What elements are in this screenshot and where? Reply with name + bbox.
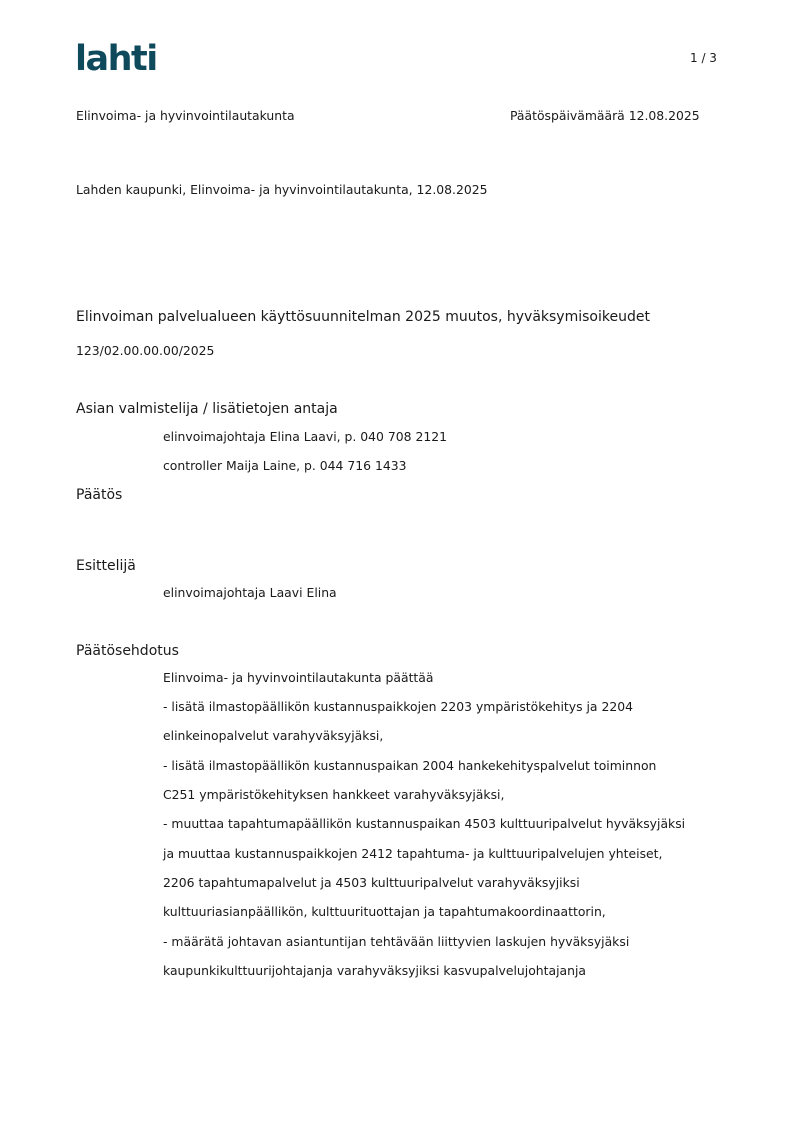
decision-date: Päätöspäivämäärä 12.08.2025 (510, 108, 700, 123)
proposal-line: - lisätä ilmastopäällikön kustannuspaikan 2004 hankekehityspalvelut toiminnon (163, 758, 657, 773)
proposal-line: Elinvoima- ja hyvinvointilautakunta päättää (163, 670, 434, 685)
proposal-line: kaupunkikulttuurijohtajanja varahyväksyjiksi kasvupalvelujohtajanja (163, 963, 587, 978)
proposal-line: - määrätä johtavan asiantuntijan tehtävään liittyvien laskujen hyväksyjäksi (163, 934, 630, 949)
proposal-line: C251 ympäristökehityksen hankkeet varahyväksyjäksi, (163, 787, 505, 802)
case-number: 123/02.00.00.00/2025 (76, 343, 215, 358)
proposal-line: 2206 tapahtumapalvelut ja 4503 kulttuuripalvelut varahyväksyjiksi (163, 875, 580, 890)
presenter-heading: Esittelijä (76, 558, 136, 574)
proposal-line: ja muuttaa kustannuspaikkojen 2412 tapahtuma- ja kulttuuripalvelujen yhteiset, (163, 846, 663, 861)
meeting-line: Lahden kaupunki, Elinvoima- ja hyvinvointilautakunta, 12.08.2025 (76, 182, 488, 197)
decision-heading: Päätös (76, 487, 123, 503)
preparer-line: elinvoimajohtaja Elina Laavi, p. 040 708 2121 (163, 429, 447, 444)
subject-title: Elinvoiman palvelualueen käyttösuunnitelman 2025 muutos, hyväksymisoikeudet (76, 309, 650, 325)
proposal-line: elinkeinopalvelut varahyväksyjäksi, (163, 728, 384, 743)
committee-name: Elinvoima- ja hyvinvointilautakunta (76, 108, 295, 123)
presenter-name: elinvoimajohtaja Laavi Elina (163, 585, 337, 600)
proposal-heading: Päätösehdotus (76, 643, 179, 659)
proposal-line: kulttuuriasianpäällikön, kulttuurituottajan ja tapahtumakoordinaattorin, (163, 904, 606, 919)
preparer-heading: Asian valmistelija / lisätietojen antaja (76, 401, 338, 417)
preparer-line: controller Maija Laine, p. 044 716 1433 (163, 458, 407, 473)
page-number: 1 / 3 (690, 51, 717, 65)
lahti-logo: lahti (75, 39, 157, 79)
proposal-line: - lisätä ilmastopäällikön kustannuspaikkojen 2203 ympäristökehitys ja 2204 (163, 699, 633, 714)
proposal-line: - muuttaa tapahtumapäällikön kustannuspaikan 4503 kulttuuripalvelut hyväksyjäksi (163, 816, 686, 831)
